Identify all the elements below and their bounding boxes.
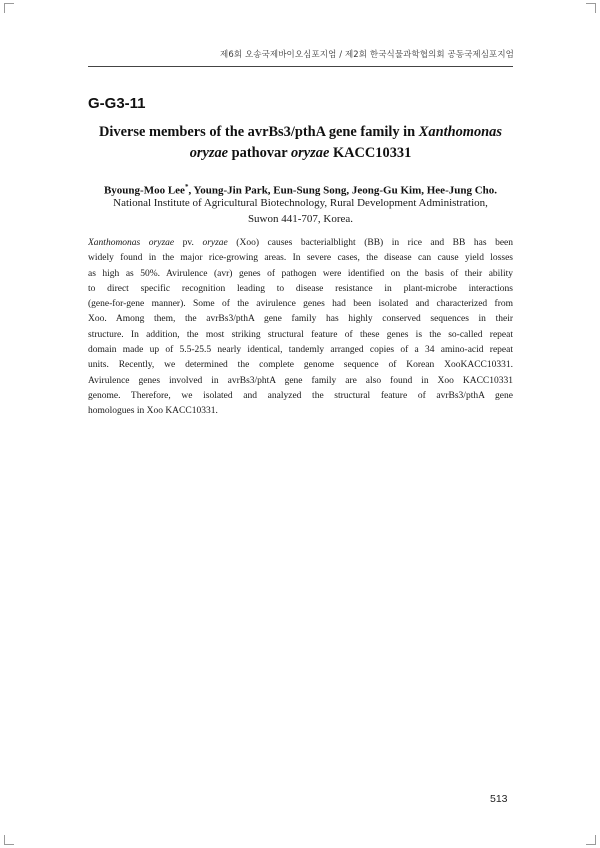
running-head: 제6회 오송국제바이오심포지엄 / 제2회 한국식물과학협의회 공동국제심포지엄 — [220, 50, 514, 60]
co-authors: , Young-Jin Park, Eun-Sung Song, Jeong-Gu Kim, Hee-Jung Cho. — [188, 184, 498, 197]
paper-title — [88, 122, 513, 164]
abstract-line: genome. Therefore, we isolated and analyzed the structural feature of avrBs3/pthA gene — [88, 390, 513, 401]
title-text: pathovar — [228, 145, 291, 161]
crop-mark-top-left — [4, 3, 14, 13]
affiliation-line: Suwon 441-707, Korea. — [247, 212, 354, 225]
abstract-line: units. Recently, we determined the complete genome sequence of Korean XooKACC10331. — [88, 360, 513, 371]
abstract-line: (gene-for-gene manner). Some of the avirulence genes had been isolated and characterized from — [88, 299, 513, 310]
title-text: Diverse members of the avrBs3/pthA gene family in — [99, 124, 419, 140]
page-number: 513 — [490, 793, 508, 805]
corresponding-author: Byoung-Moo Lee — [103, 184, 185, 197]
abstract-text: pv. — [174, 238, 203, 248]
abstract-text: (Xoo) causes bacterialblight (BB) in rice and BB has been — [227, 238, 513, 248]
abstract-pathovar: oryzae — [202, 238, 228, 248]
affiliation — [88, 196, 513, 227]
abstract-species: Xanthomonas oryzae — [88, 238, 175, 248]
crop-mark-bottom-left — [4, 835, 14, 845]
corresponding-mark: * — [184, 183, 189, 191]
title-strain: KACC10331 — [329, 145, 412, 161]
abstract-line: Avirulence genes involved in avrBs3/phtA gene family are also found in Xoo KACC10331 — [88, 375, 513, 386]
title-line-1 — [88, 122, 513, 143]
session-code: G-G3-11 — [88, 95, 146, 112]
crop-mark-bottom-right — [586, 835, 596, 845]
abstract-line: as high as 50%. Avirulence (avr) genes of pathogen were identified on the basis of their ability — [88, 268, 513, 279]
abstract-line: Xoo. Among them, the avrBs3/pthA gene family has highly conserved sequences in their — [88, 314, 513, 325]
title-pathovar: oryzae — [290, 145, 330, 161]
crop-mark-top-right — [586, 3, 596, 13]
title-genus: Xanthomonas — [418, 124, 502, 140]
title-line-2 — [88, 143, 513, 164]
abstract-line — [88, 236, 513, 251]
affiliation-line: National Institute of Agricultural Biotechnology, Rural Development Administration, — [113, 197, 488, 209]
header-rule — [88, 66, 513, 67]
abstract-body — [88, 236, 513, 420]
abstract-line: homologues in Xoo KACC10331. — [88, 406, 218, 417]
abstract-line: widely found in the major rice-growing areas. In severe cases, the disease can cause yield losses — [88, 253, 513, 264]
title-species: oryzae — [189, 145, 229, 161]
abstract-line: domain made up of 5.5-25.5 nearly identical, tandemly arranged copies of a 34 amino-acid repeat — [88, 345, 513, 356]
abstract-line: structure. In addition, the most striking structural feature of these genes is the so-called repeat — [88, 329, 513, 340]
abstract-line: to direct specific recognition leading to disease resistance in plant-microbe interactions — [88, 283, 513, 294]
